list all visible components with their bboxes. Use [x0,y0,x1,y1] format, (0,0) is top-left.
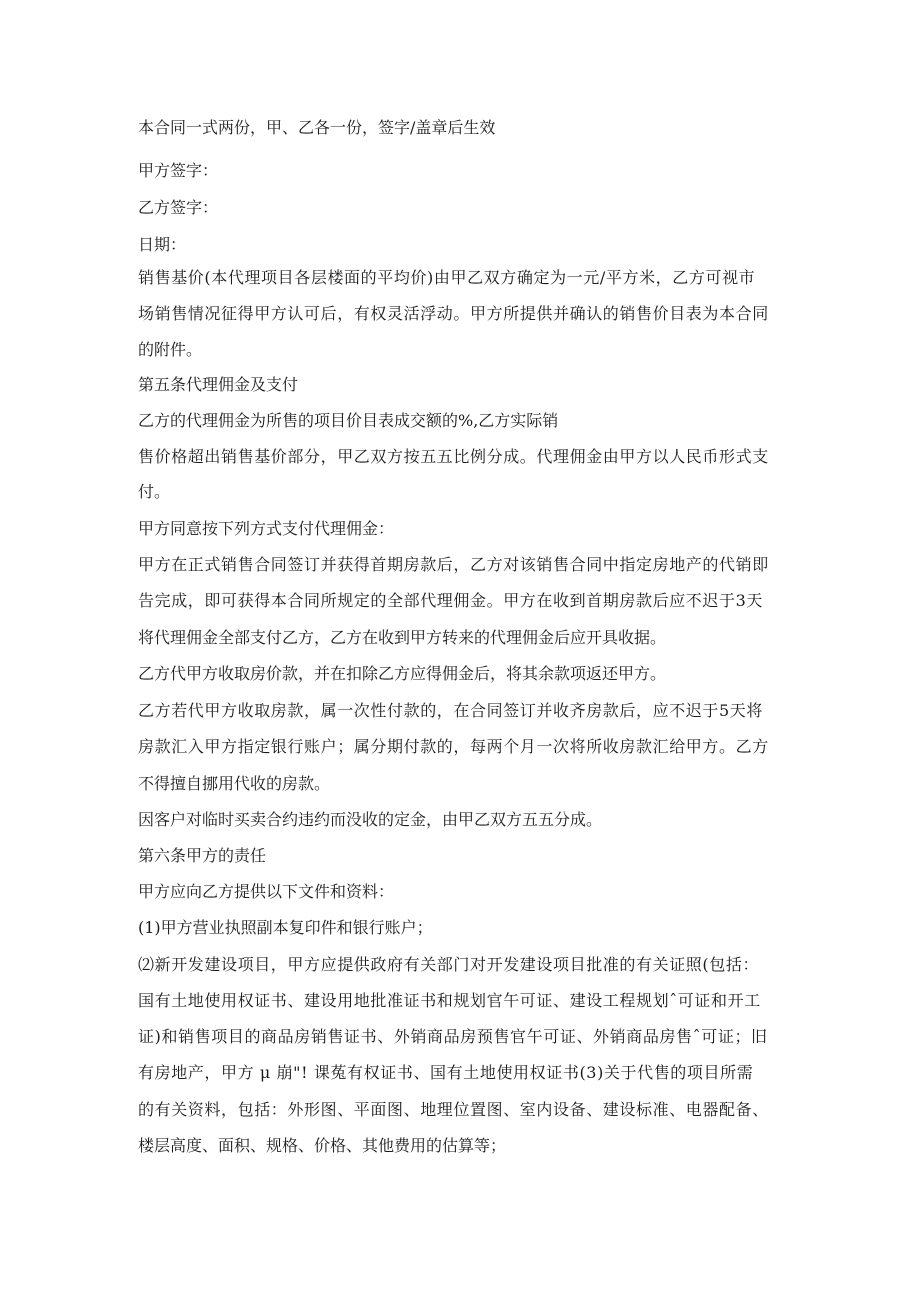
text-line: 甲方在正式销售合同签订并获得首期房款后，乙方对该销售合同中指定房地产的代销即 [138,555,769,574]
text-line: 甲方签字： [138,161,219,180]
text-line: 国有土地使用权证书、建设用地批准证书和规划官午可证、建设工程规划ˆ可证和开工 [138,991,761,1010]
text-line: 日期： [138,235,187,254]
text-line: 的有关资料，包括：外形图、平面图、地理位置图、室内设备、建设标准、电器配备、 [138,1100,769,1119]
list-item: ⑵新开发建设项目，甲方应提供政府有关部门对开发建设项目批准的有关证照(包括： [138,955,760,974]
text-line: 本合同一式两份，甲、乙各一份，签字/盖章后生效 [138,118,496,137]
section-heading: 第六条甲方的责任 [138,846,267,865]
text-line: 售价格超出销售基价部分，甲乙双方按五五比例分成。代理佣金由甲方以人民币形式支 [138,447,769,466]
text-line: 有房地产，甲方 μ 崩"! 课菟有权证书、国有土地使用权证书(3)关于代售的项目所需 [138,1063,754,1082]
section-heading: 第五条代理佣金及支付 [138,375,299,394]
text-line: 乙方签字： [138,198,219,217]
text-line: 甲方应向乙方提供以下文件和资料： [138,882,395,901]
text-line: 场销售情况征得甲方认可后，有权灵活浮动。甲方所提供并确认的销售价目表为本合同 [138,304,769,323]
text-line: 告完成，即可获得本合同所规定的全部代理佣金。甲方在收到首期房款后应不迟于3天 [138,591,763,610]
text-line: 楼层高度、面积、规格、价格、其他费用的估算等； [138,1136,507,1155]
text-line: 乙方若代甲方收取房款，属一次性付款的，在合同签订并收齐房款后，应不迟于5天将 [138,701,763,720]
text-line: 不得擅自挪用代收的房款。 [138,774,331,793]
text-line: 乙方代甲方收取房价款，并在扣除乙方应得佣金后，将其余款项返还甲方。 [138,664,667,683]
text-line: 房款汇入甲方指定银行账户；属分期付款的，每两个月一次将所收房款汇给甲方。乙方 [138,737,769,756]
text-line: 证)和销售项目的商品房销售证书、外销商品房预售官午可证、外销商品房售ˆ可证；旧 [138,1027,768,1046]
text-line: 乙方的代理佣金为所售的项目价目表成交额的%,乙方实际销 [138,411,559,430]
list-item: (1)甲方营业执照副本复印件和银行账户； [138,918,433,937]
text-line: 的附件。 [138,340,203,359]
text-line: 将代理佣金全部支付乙方，乙方在收到甲方转来的代理佣金后应开具收据。 [138,628,667,647]
text-line: 甲方同意按下列方式支付代理佣金： [138,519,395,538]
text-line: 付。 [138,482,171,501]
text-line: 因客户对临时买卖合约违约而没收的定金，由甲乙双方五五分成。 [138,810,603,829]
text-line: 销售基价(本代理项目各层楼面的平均价)由甲乙双方确定为一元/平方米，乙方可视市 [138,268,756,287]
